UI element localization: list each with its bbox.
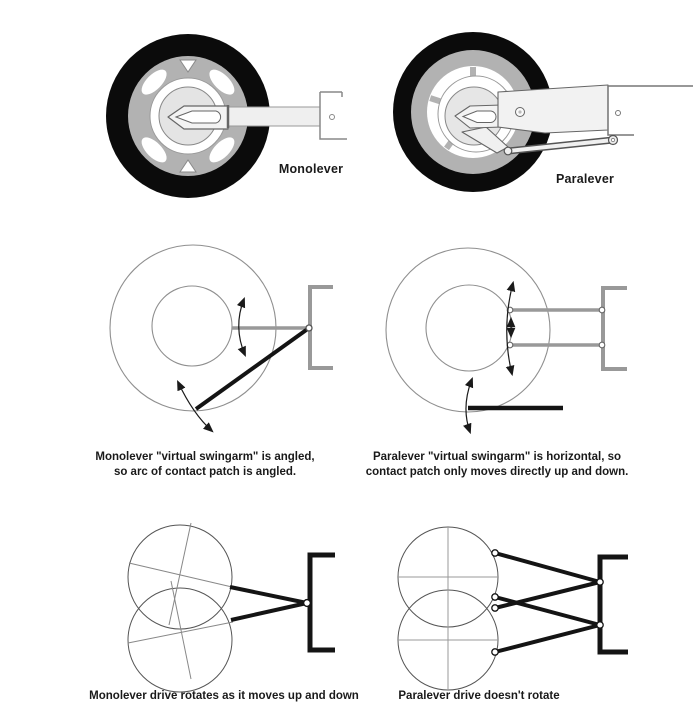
bracket-hole (330, 115, 335, 120)
hub-outline (426, 285, 512, 371)
frame-bracket (608, 86, 693, 135)
frame-bracket (310, 555, 335, 650)
hub-outline (152, 286, 232, 366)
parallel-links (495, 553, 600, 652)
paralever-swingarm-beam (498, 85, 608, 133)
virtual-swingarm-line (196, 328, 309, 409)
monolever-travel-diagram (128, 523, 335, 692)
monolever-label: Monolever (278, 162, 344, 176)
contact-patch-arc-arrow (466, 379, 472, 432)
monolever-schematic-caption (95, 450, 314, 480)
caption-line: Monolever "virtual swingarm" is angled, (95, 451, 315, 463)
frame-bracket (603, 288, 627, 369)
beam-pivot-bolt-center (518, 110, 521, 113)
swingarm-down (231, 603, 307, 620)
monolever-virtual-swingarm-schematic (110, 245, 333, 431)
pivot (306, 325, 312, 331)
link-pivots (507, 307, 605, 348)
contact-patch-arc-arrow (178, 382, 212, 431)
caption-line: contact patch only moves directly up and down. (365, 466, 629, 478)
caption-line: Paralever "virtual swingarm" is horizontal, so (372, 451, 621, 463)
monolever-travel-caption: Monolever drive rotates as it moves up and down (89, 690, 359, 702)
frame-bracket (600, 557, 628, 652)
paralever-virtual-swingarm-schematic (386, 248, 627, 432)
paralever-schematic-caption (366, 450, 629, 480)
frame-bracket (310, 287, 333, 368)
pivot (304, 600, 311, 607)
rotated-crosshairs (128, 523, 233, 679)
upright-crosshairs (398, 527, 498, 690)
paralever-travel-caption: Paralever drive doesn't rotate (398, 690, 560, 702)
wheel-up-position (128, 525, 232, 629)
paralever-label: Paralever (555, 172, 615, 186)
bracket-hole (616, 111, 621, 116)
paralever-wheel-illustration (393, 32, 693, 192)
swingarm-up (230, 587, 307, 603)
monolever-swingarm-beam (228, 107, 320, 126)
paralever-travel-diagram (398, 527, 628, 690)
tire-outline (386, 248, 550, 412)
caption-line: so arc of contact patch is angled. (113, 466, 297, 478)
